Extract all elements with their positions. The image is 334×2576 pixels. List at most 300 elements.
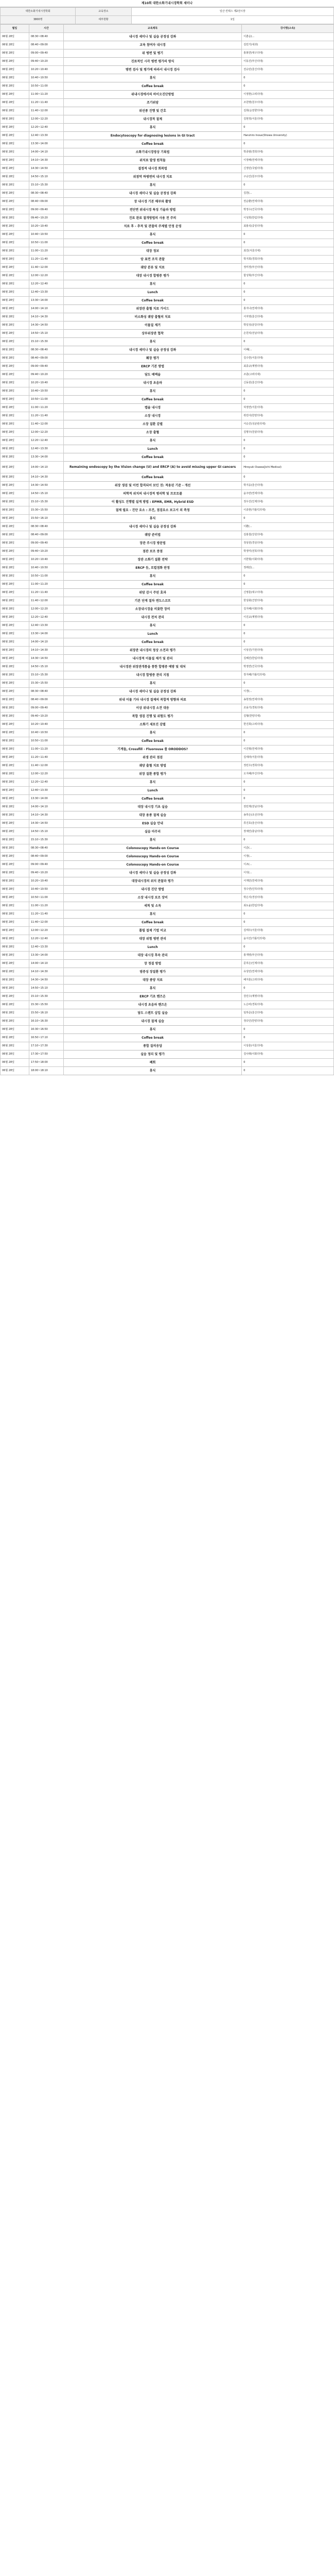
row-time: 13:30~14:00 xyxy=(29,297,63,305)
table-row xyxy=(1,787,334,795)
row-lecturer: 강민수(계명의대) xyxy=(242,993,334,1001)
row-time: 08:40~09:00 xyxy=(29,531,63,539)
table-row xyxy=(1,412,334,420)
row-lecturer: 김현정(서울의대) xyxy=(242,115,334,124)
row-title: Remaining endoscopy by the Vision change (U) and ERCP (A) to avoid missing upper GI cancers xyxy=(63,462,241,473)
table-row xyxy=(1,745,334,754)
row-title: 위생 관리 점검 xyxy=(63,754,241,762)
row-title: 담도 배액술 xyxy=(63,371,241,379)
row-lecturer: 송현정(연세의대) xyxy=(242,696,334,704)
row-date: 06월 28일 xyxy=(1,264,29,272)
row-date: 06월 28일 xyxy=(1,41,29,49)
row-lecturer: 0 xyxy=(242,140,334,148)
row-time: 10:50~11:00 xyxy=(29,737,63,745)
table-row xyxy=(1,272,334,280)
row-title: 소장내시경을 비롯한 장비 xyxy=(63,605,241,614)
row-time: 11:20~11:40 xyxy=(29,910,63,919)
row-date: 06월 28일 xyxy=(1,539,29,548)
row-date: 06월 28일 xyxy=(1,680,29,688)
row-title: Coffee break xyxy=(63,473,241,482)
row-lecturer: 0 xyxy=(242,778,334,787)
row-time: 14:30~14:50 xyxy=(29,976,63,985)
table-row xyxy=(1,869,334,877)
table-row xyxy=(1,630,334,638)
row-date: 06월 28일 xyxy=(1,58,29,66)
row-time: 08:30~08:40 xyxy=(29,346,63,354)
row-date: 06월 28일 xyxy=(1,115,29,124)
row-time: 12:40~13:30 xyxy=(29,289,63,297)
table-row xyxy=(1,754,334,762)
row-title: 휴식 xyxy=(63,387,241,396)
row-lecturer: 최진(서울의대) xyxy=(242,247,334,256)
row-lecturer: 윤주란(연세의대) xyxy=(242,490,334,498)
row-lecturer: 김원(... xyxy=(242,190,334,198)
row-time: 11:20~11:40 xyxy=(29,412,63,420)
row-title: 이상 위내시경 소견 대응 xyxy=(63,704,241,713)
row-title: 휴식 xyxy=(63,572,241,581)
row-lecturer: 박종범(경희의대) xyxy=(242,148,334,157)
table-row xyxy=(1,960,334,968)
row-lecturer: 이환(... xyxy=(242,523,334,531)
row-lecturer: 0 xyxy=(242,338,334,346)
row-lecturer: 전승민(울산의대) xyxy=(242,66,334,74)
row-time: 12:20~12:40 xyxy=(29,778,63,787)
row-lecturer: 구승인(원주의대) xyxy=(242,173,334,181)
page xyxy=(0,0,334,1075)
row-title: 결정적 내시경 회복법 xyxy=(63,165,241,173)
table-row xyxy=(1,976,334,985)
table-row xyxy=(1,313,334,321)
row-time: 14:10~14:30 xyxy=(29,811,63,820)
row-date: 06월 28일 xyxy=(1,877,29,886)
row-lecturer: 0 xyxy=(242,231,334,239)
table-row xyxy=(1,247,334,256)
row-lecturer: 정민우(경희의대) xyxy=(242,762,334,770)
row-title: 휴식 xyxy=(63,622,241,630)
row-lecturer: 박정연(건국의대) xyxy=(242,663,334,671)
table-row xyxy=(1,844,334,853)
table-row xyxy=(1,539,334,548)
row-date: 06월 28일 xyxy=(1,1026,29,1034)
table-row xyxy=(1,181,334,190)
table-row xyxy=(1,993,334,1001)
row-time: 12:40~13:30 xyxy=(29,943,63,952)
row-time: 14:50~15:10 xyxy=(29,330,63,338)
info-detail-label: 세부현황 xyxy=(76,16,131,24)
row-time: 10:20~10:40 xyxy=(29,877,63,886)
row-date: 06월 28일 xyxy=(1,1009,29,1018)
row-time: 14:50~15:10 xyxy=(29,985,63,993)
table-row xyxy=(1,721,334,729)
table-row xyxy=(1,115,334,124)
table-row xyxy=(1,531,334,539)
table-row xyxy=(1,902,334,910)
row-title: 내시경 세미나 및 실습 공정성 강좌 xyxy=(63,869,241,877)
table-row xyxy=(1,943,334,952)
row-date: 06월 28일 xyxy=(1,445,29,453)
table-row xyxy=(1,231,334,239)
row-time: 09:00~09:40 xyxy=(29,704,63,713)
table-row xyxy=(1,688,334,696)
table-row xyxy=(1,556,334,564)
info-table xyxy=(0,7,334,24)
row-date: 06월 28일 xyxy=(1,437,29,445)
table-row xyxy=(1,330,334,338)
row-date: 06월 28일 xyxy=(1,412,29,420)
row-title: 휴식 xyxy=(63,437,241,445)
row-date: 06월 28일 xyxy=(1,1034,29,1042)
row-title: 위장관 내시경의 정상 소견과 평가 xyxy=(63,647,241,655)
table-row xyxy=(1,638,334,647)
row-date: 06월 28일 xyxy=(1,379,29,387)
table-row xyxy=(1,877,334,886)
row-lecturer: 0 xyxy=(242,638,334,647)
row-date: 06월 28일 xyxy=(1,49,29,58)
row-title: 담도 스텐트 삽입 실습 xyxy=(63,1009,241,1018)
table-row xyxy=(1,462,334,473)
row-title: 장 내시경 기본 해부와 촬영 xyxy=(63,198,241,206)
row-title: 병변 검사 및 평가에 따라서 내시경 검사 xyxy=(63,66,241,74)
row-date: 06월 28일 xyxy=(1,223,29,231)
row-title: Lunch xyxy=(63,630,241,638)
row-title: 상부위장관 협착 xyxy=(63,330,241,338)
row-title: Coffee break xyxy=(63,795,241,803)
row-lecturer: 홍지나(연세의대) xyxy=(242,305,334,313)
row-date: 06월 28일 xyxy=(1,429,29,437)
row-lecturer: 0 xyxy=(242,836,334,844)
row-title: 캡슐 내시경 xyxy=(63,404,241,412)
row-time: 17:30~17:50 xyxy=(29,1050,63,1059)
row-time: 12:00~12:20 xyxy=(29,115,63,124)
row-title: 세척 및 소독 xyxy=(63,902,241,910)
row-date: 06월 28일 xyxy=(1,256,29,264)
row-time: 17:10~17:30 xyxy=(29,1042,63,1050)
row-time: 12:40~13:30 xyxy=(29,787,63,795)
row-lecturer: 이정해(연세의대) xyxy=(242,157,334,165)
table-row xyxy=(1,429,334,437)
table-row xyxy=(1,564,334,572)
table-row xyxy=(1,58,334,66)
row-date: 06월 28일 xyxy=(1,960,29,968)
row-title: Lunch xyxy=(63,289,241,297)
row-time: 08:30~08:40 xyxy=(29,190,63,198)
row-date: 06월 28일 xyxy=(1,74,29,82)
row-title: 췌장 평가 xyxy=(63,354,241,363)
row-lecturer: 곽민아(한양의대) xyxy=(242,412,334,420)
row-lecturer: 0 xyxy=(242,387,334,396)
row-time: 14:10~14:30 xyxy=(29,647,63,655)
row-lecturer: 0 xyxy=(242,581,334,589)
table-row xyxy=(1,1026,334,1034)
row-date: 06월 28일 xyxy=(1,1042,29,1050)
row-time: 14:30~14:50 xyxy=(29,321,63,330)
table-row xyxy=(1,894,334,902)
table-row xyxy=(1,437,334,445)
row-title: ESD 실습 안내 xyxy=(63,820,241,828)
row-time: 15:30~15:50 xyxy=(29,1001,63,1009)
row-lecturer: 조원명(원주의대) xyxy=(242,99,334,107)
row-time: 11:00~11:20 xyxy=(29,247,63,256)
row-date: 06월 28일 xyxy=(1,462,29,473)
row-lecturer: 0 xyxy=(242,910,334,919)
row-lecturer: 조훈(고려의대) xyxy=(242,371,334,379)
row-lecturer: 최종규(계명의대) xyxy=(242,363,334,371)
row-time: 08:30~08:40 xyxy=(29,33,63,41)
row-title: 대장 위험 병변 관리 xyxy=(63,935,241,943)
row-title: Coffee break xyxy=(63,453,241,462)
row-date: 06월 28일 xyxy=(1,506,29,515)
row-date: 06월 28일 xyxy=(1,614,29,622)
row-time: 14:10~14:30 xyxy=(29,157,63,165)
table-row xyxy=(1,387,334,396)
row-date: 06월 28일 xyxy=(1,993,29,1001)
row-title: Coffee break xyxy=(63,239,241,247)
row-date: 06월 28일 xyxy=(1,886,29,894)
row-lecturer: 서한형(이화의대) xyxy=(242,556,334,564)
table-row xyxy=(1,404,334,412)
row-title: Colonoscopy Hands-on Course xyxy=(63,844,241,853)
row-title: 궤양 출혈 치료 방법 xyxy=(63,762,241,770)
row-time: 10:20~10:40 xyxy=(29,556,63,564)
row-title: 대장 정보 xyxy=(63,247,241,256)
table-row xyxy=(1,1018,334,1026)
row-date: 06월 28일 xyxy=(1,1059,29,1067)
row-date: 06월 28일 xyxy=(1,787,29,795)
row-title: Coffee break xyxy=(63,919,241,927)
row-time: 11:00~11:20 xyxy=(29,902,63,910)
table-row xyxy=(1,589,334,597)
row-title: 궤양 준비법 xyxy=(63,531,241,539)
row-lecturer: 정우진(인제의대) xyxy=(242,498,334,506)
row-date: 06월 28일 xyxy=(1,737,29,745)
info-place-value: 일산 킨텍스 제2전시장 xyxy=(131,8,333,16)
row-time: 11:00~11:20 xyxy=(29,581,63,589)
row-date: 06월 28일 xyxy=(1,239,29,247)
row-title: Coffee break xyxy=(63,140,241,148)
row-lecturer: 정미경(부산의대) xyxy=(242,264,334,272)
row-title: 종합 질의응답 xyxy=(63,1042,241,1050)
row-lecturer: 0 xyxy=(242,729,334,737)
table-row xyxy=(1,473,334,482)
row-date: 06월 28일 xyxy=(1,165,29,173)
info-count: 3800명 xyxy=(1,16,76,24)
page-title: 제10회 대한소화기내시경학회 세미나 xyxy=(0,0,334,7)
row-date: 06월 28일 xyxy=(1,91,29,99)
row-time: 08:40~09:00 xyxy=(29,354,63,363)
row-title: 휴식 xyxy=(63,124,241,132)
row-time: 11:20~11:40 xyxy=(29,99,63,107)
row-title: 휴식 xyxy=(63,778,241,787)
table-row xyxy=(1,523,334,531)
table-row xyxy=(1,490,334,498)
row-lecturer: 0 xyxy=(242,985,334,993)
row-title: 소화기 세포진 감별 xyxy=(63,721,241,729)
row-lecturer: 이성희(한림의대) xyxy=(242,214,334,223)
row-time: 10:40~10:50 xyxy=(29,387,63,396)
row-time: 09:40~10:20 xyxy=(29,214,63,223)
table-row xyxy=(1,1009,334,1018)
row-time: 14:50~15:10 xyxy=(29,663,63,671)
row-lecturer: 0 xyxy=(242,737,334,745)
row-time: 15:50~16:10 xyxy=(29,515,63,523)
schedule-header-row xyxy=(1,25,334,33)
row-lecturer: 이상훈(서울의대) xyxy=(242,1042,334,1050)
table-row xyxy=(1,762,334,770)
row-time: 11:40~12:00 xyxy=(29,107,63,115)
row-time: 10:20~10:40 xyxy=(29,379,63,387)
row-lecturer: 0 xyxy=(242,630,334,638)
row-time: 08:30~08:40 xyxy=(29,688,63,696)
table-row xyxy=(1,124,334,132)
row-time: 12:20~12:40 xyxy=(29,280,63,289)
row-time: 10:20~10:40 xyxy=(29,66,63,74)
row-lecturer: Hiroyuki Osawa(Jichi Medical) xyxy=(242,462,334,473)
row-time: 12:40~13:30 xyxy=(29,622,63,630)
table-row xyxy=(1,354,334,363)
row-title: 내시경 전처 관리 xyxy=(63,614,241,622)
row-date: 06월 28일 xyxy=(1,330,29,338)
row-lecturer: 박은지(경상의대) xyxy=(242,894,334,902)
row-title: 휴식 xyxy=(63,836,241,844)
row-time: 08:40~09:00 xyxy=(29,853,63,861)
table-row xyxy=(1,498,334,506)
row-time: 08:30~08:40 xyxy=(29,523,63,531)
info-detail-value: 1일 xyxy=(131,16,333,24)
row-time: 14:00~14:10 xyxy=(29,462,63,473)
row-title: 점관 보조 중점 xyxy=(63,548,241,556)
row-lecturer: 허정연(서울의대) xyxy=(242,404,334,412)
row-time: 08:30~08:40 xyxy=(29,844,63,853)
row-time: 10:40~10:50 xyxy=(29,729,63,737)
table-row xyxy=(1,506,334,515)
table-row xyxy=(1,770,334,778)
row-date: 06월 28일 xyxy=(1,696,29,704)
row-lecturer: 서재민(연세의대) xyxy=(242,877,334,886)
row-date: 06월 28일 xyxy=(1,663,29,671)
row-lecturer: 오지혜(부산의대) xyxy=(242,770,334,778)
row-title: 휴식 xyxy=(63,985,241,993)
row-date: 06월 28일 xyxy=(1,910,29,919)
row-date: 06월 28일 xyxy=(1,762,29,770)
row-title: 염증성 장질환 평가 xyxy=(63,968,241,976)
table-row xyxy=(1,256,334,264)
table-row xyxy=(1,886,334,894)
row-lecturer: 이진교(계명의대) xyxy=(242,614,334,622)
row-title: Colonoscopy Hands-on Course xyxy=(63,861,241,869)
row-lecturer: 장예린(충남의대) xyxy=(242,828,334,836)
row-lecturer: 권민재(전남의대) xyxy=(242,803,334,811)
row-date: 06월 28일 xyxy=(1,198,29,206)
row-title: 기계들, Crossfill - Fluorouse 를 ORODDOS? xyxy=(63,745,241,754)
row-date: 06월 28일 xyxy=(1,1050,29,1059)
table-row xyxy=(1,572,334,581)
row-lecturer: 이석(... xyxy=(242,869,334,877)
row-date: 06월 28일 xyxy=(1,985,29,993)
row-lecturer: 정래선(... xyxy=(242,564,334,572)
row-lecturer: 이경(... xyxy=(242,688,334,696)
row-date: 06월 28일 xyxy=(1,778,29,787)
row-lecturer: 0 xyxy=(242,515,334,523)
row-title: 실습 정리 및 평가 xyxy=(63,1050,241,1059)
row-time: 13:30~14:00 xyxy=(29,952,63,960)
row-date: 06월 28일 xyxy=(1,482,29,490)
row-date: 06월 28일 xyxy=(1,231,29,239)
row-lecturer: 신영훈(대구의대) xyxy=(242,589,334,597)
row-date: 06월 28일 xyxy=(1,214,29,223)
table-row xyxy=(1,289,334,297)
row-date: 06월 28일 xyxy=(1,902,29,910)
row-lecturer: 0 xyxy=(242,289,334,297)
row-date: 06월 28일 xyxy=(1,548,29,556)
row-lecturer: 서자영(울산의대) xyxy=(242,313,334,321)
row-time: 09:00~09:40 xyxy=(29,206,63,214)
table-row xyxy=(1,927,334,935)
row-time: 18:00~18:10 xyxy=(29,1067,63,1075)
row-time: 10:40~10:50 xyxy=(29,886,63,894)
row-date: 06월 28일 xyxy=(1,597,29,605)
table-row xyxy=(1,264,334,272)
table-row xyxy=(1,680,334,688)
row-time: 09:00~09:40 xyxy=(29,861,63,869)
row-lecturer: 이동진(부산의대) xyxy=(242,58,334,66)
table-row xyxy=(1,696,334,704)
table-row xyxy=(1,91,334,99)
row-lecturer: 0 xyxy=(242,473,334,482)
row-date: 06월 28일 xyxy=(1,124,29,132)
table-row xyxy=(1,223,334,231)
row-date: 06월 28일 xyxy=(1,66,29,74)
row-lecturer: 김홍철(강원의대) xyxy=(242,531,334,539)
table-row xyxy=(1,581,334,589)
row-title: 내시경 합병증 관리 지침 xyxy=(63,671,241,680)
row-date: 06월 28일 xyxy=(1,82,29,91)
row-time: 13:30~14:00 xyxy=(29,795,63,803)
info-row xyxy=(1,16,334,24)
row-title: 휴식 xyxy=(63,231,241,239)
table-row xyxy=(1,803,334,811)
table-row xyxy=(1,132,334,140)
table-row xyxy=(1,935,334,943)
row-title: 위장관 출혈 치료 가이드 xyxy=(63,305,241,313)
row-lecturer: 손원석(전남의대) xyxy=(242,330,334,338)
row-date: 06월 28일 xyxy=(1,820,29,828)
row-time: 14:10~14:30 xyxy=(29,313,63,321)
row-title: 대장 종양 치료 xyxy=(63,976,241,985)
row-time: 11:40~12:00 xyxy=(29,762,63,770)
table-row xyxy=(1,49,334,58)
row-time: 14:00~14:10 xyxy=(29,960,63,968)
row-lecturer: 한진희(고려의대) xyxy=(242,721,334,729)
row-title: 교육 참여자 내시경 xyxy=(63,41,241,49)
table-row xyxy=(1,99,334,107)
table-row xyxy=(1,453,334,462)
row-lecturer: 박지웅(울산의대) xyxy=(242,482,334,490)
row-date: 06월 28일 xyxy=(1,968,29,976)
row-title: Lunch xyxy=(63,943,241,952)
row-lecturer: 홍봉연(대구의대) xyxy=(242,49,334,58)
row-lecturer: 김혜진(한림의대) xyxy=(242,655,334,663)
row-lecturer: 0 xyxy=(242,1067,334,1075)
row-time: 11:20~11:40 xyxy=(29,256,63,264)
row-lecturer: 0 xyxy=(242,437,334,445)
table-row xyxy=(1,811,334,820)
info-row xyxy=(1,8,334,16)
header-date: 월일 xyxy=(1,25,29,33)
row-lecturer: 0 xyxy=(242,396,334,404)
row-title: 위장 질환 종합 평가 xyxy=(63,770,241,778)
row-time: 14:10~14:30 xyxy=(29,473,63,482)
row-time: 12:00~12:20 xyxy=(29,272,63,280)
